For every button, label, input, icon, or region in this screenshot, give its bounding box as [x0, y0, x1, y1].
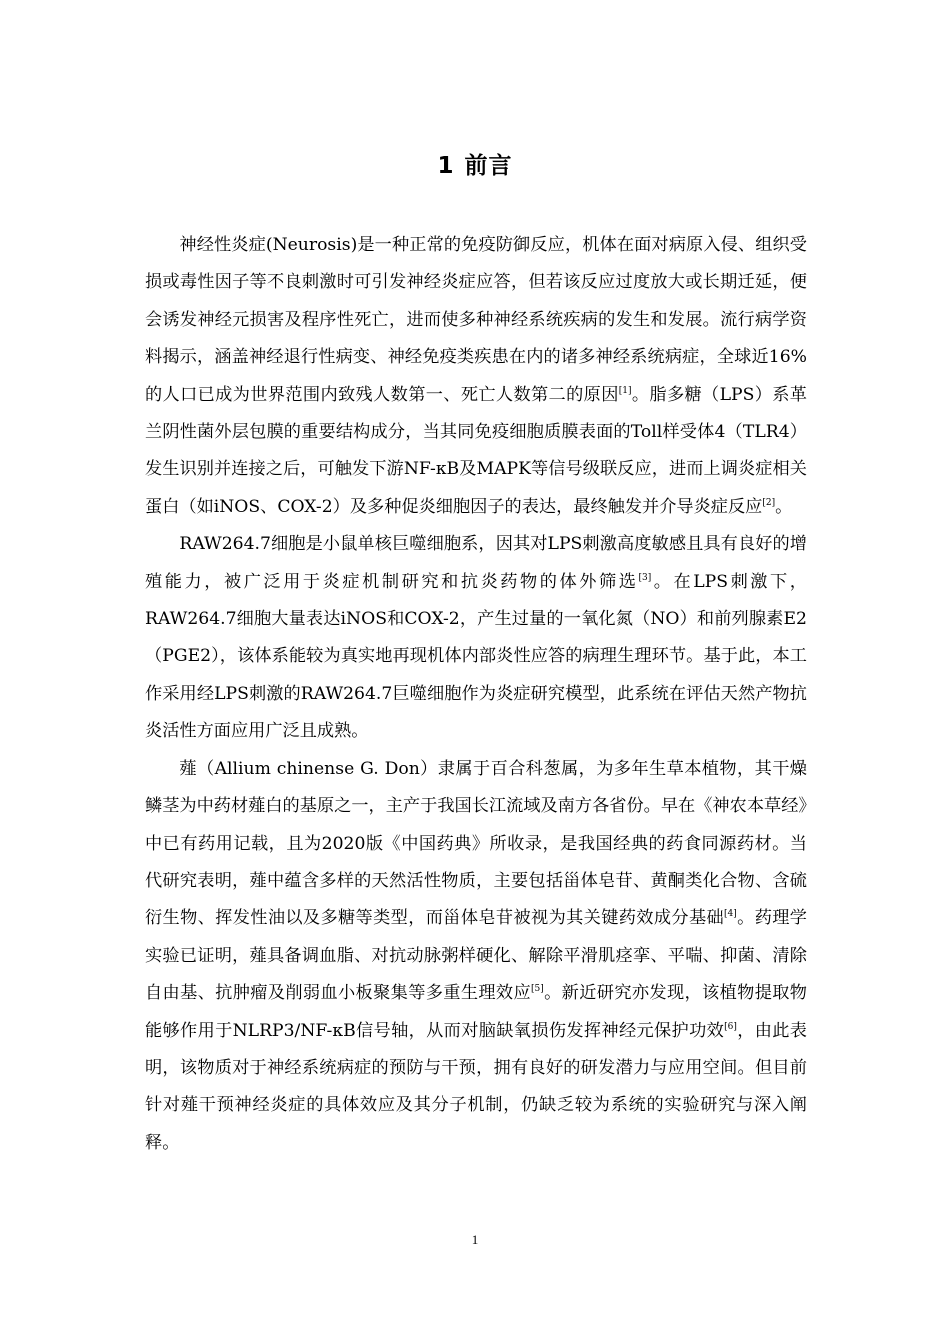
citation-marker: [1] [618, 385, 632, 396]
paragraph-text: 。新近研究亦发现，该植物提取物能够作用于NLRP3/NF-κB信号轴，从而对脑缺氧损伤发挥神经元保护功效 [145, 983, 807, 1041]
citation-marker: [4] [724, 909, 737, 920]
paragraph-text: ，由此表明，该物质对于神经系统病症的预防与干预，拥有良好的研发潜力与应用空间。但目前针对薤干预神经炎症的具体效应及其分子机制，仍缺乏较为系统的实验研究与深入阐释。 [145, 1020, 807, 1153]
paragraph-text: 。脂多糖（LPS）系革兰阴性菌外层包膜的重要结构成分，当其同免疫细胞质膜表面的Toll样受体4（TLR4）发生识别并连接之后，可触发下游NF-κB及MAPK等信号级联反应，进而上调炎症相关蛋白（如iNOS、COX-2）及多种促炎细胞因子的表达，最终触发并介导炎症反应 [145, 384, 807, 517]
paragraph-text: 薤（Allium chinense G. Don）隶属于百合科葱属，为多年生草本植物，其干燥鳞茎为中药材薤白的基原之一，主产于我国长江流域及南方各省份。早在《神农本草经》中已有药用记载，且为2020版《中国药典》所收录，是我国经典的药食同源药材。当代研究表明，薤中蕴含多样的天然活性物质，主要包括甾体皂苷、黄酮类化合物、含硫衍生物、挥发性油以及多糖等类型，而甾体皂苷被视为其关键药效成分基础 [145, 758, 807, 929]
paragraph-text: 。 [775, 496, 793, 517]
paragraph [145, 526, 807, 750]
citation-marker: [3] [638, 572, 652, 583]
paragraph [145, 227, 807, 526]
page-number: 1 [471, 1232, 479, 1247]
paragraph-text: RAW264.7细胞是小鼠单核巨噬细胞系，因其对LPS刺激高度敏感且具有良好的增殖能力，被广泛用于炎症机制研究和抗炎药物的体外筛选 [145, 534, 807, 592]
paragraph-text: 神经性炎症(Neurosis)是一种正常的免疫防御反应，机体在面对病原入侵、组织受损或毒性因子等不良刺激时可引发神经炎症应答，但若该反应过度放大或长期迁延，便会诱发神经元损害及程序性死亡，进而使多种神经系统疾病的发生和发展。流行病学资料揭示，涵盖神经退行性病变、神经免疫类疾患在内的诸多神经系统病症，全球近16%的人口已成为世界范围内致残人数第一、死亡人数第二的原因 [145, 235, 807, 405]
section-heading [0, 150, 950, 182]
section-title: 前言 [464, 153, 513, 179]
paragraph [145, 751, 807, 1162]
citation-marker: [5] [531, 984, 544, 995]
paragraph-text: 。药理学实验已证明，薤具备调血脂、对抗动脉粥样硬化、解除平滑肌痉挛、平喘、抑菌、清除自由基、抗肿瘤及削弱血小板聚集等多重生理效应 [145, 908, 807, 1004]
citation-marker: [2] [762, 497, 776, 508]
citation-marker: [6] [724, 1021, 737, 1032]
body-text [145, 227, 807, 1162]
paragraph-text: 。在LPS刺激下，RAW264.7细胞大量表达iNOS和COX-2，产生过量的一氧化氮（NO）和前列腺素E2（PGE2），该体系能较为真实地再现机体内部炎性应答的病理生理环节。基于此，本工作采用经LPS刺激的RAW264.7巨噬细胞作为炎症研究模型，此系统在评估天然产物抗炎活性方面应用广泛且成熟。 [145, 571, 807, 742]
section-number: 1 [437, 153, 455, 179]
